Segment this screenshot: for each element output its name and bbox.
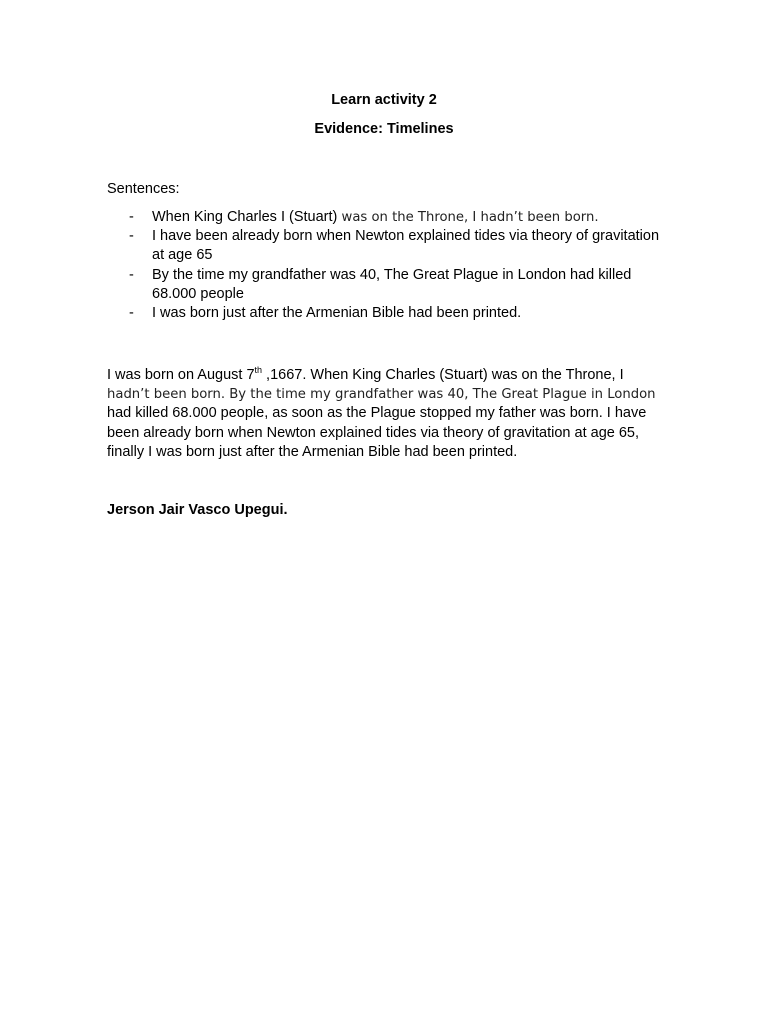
list-bullet: - bbox=[129, 228, 134, 245]
sentences-label: Sentences: bbox=[107, 181, 180, 197]
paragraph-text: ,1667. When King Charles (Stuart) was on the Throne, I bbox=[262, 367, 624, 383]
list-item bbox=[107, 227, 667, 265]
ordinal-superscript: th bbox=[254, 365, 263, 375]
sentence-text: I have been already born when Newton explained tides via theory of gravitation at age 65 bbox=[152, 228, 660, 264]
list-bullet: - bbox=[129, 209, 134, 225]
list-bullet: - bbox=[129, 266, 134, 283]
sentence-text: I was born just after the Armenian Bible had been printed. bbox=[152, 305, 522, 322]
document-subtitle: Evidence: Timelines bbox=[314, 121, 454, 137]
document-title: Learn activity 2 bbox=[331, 92, 437, 108]
sentence-text-alt-font: was on the Throne, I hadn’t been born. bbox=[337, 210, 599, 225]
list-bullet: - bbox=[129, 305, 134, 322]
author-signature: Jerson Jair Vasco Upegui. bbox=[107, 502, 288, 518]
list-item bbox=[107, 304, 667, 323]
list-item bbox=[107, 266, 667, 304]
paragraph-text: had killed 68.000 people, as soon as the Plague stopped my father was born. I have been already born when Newton explained tides via theory of gravitation at age 65, finally I was born just after the Armenian Bible had been printed. bbox=[107, 405, 647, 460]
list-item bbox=[107, 208, 667, 227]
sentences-list bbox=[107, 208, 667, 323]
paragraph-text: I was born on August 7 bbox=[107, 367, 255, 383]
sentence-text: By the time my grandfather was 40, The Great Plague in London had killed 68.000 people bbox=[152, 266, 632, 302]
paragraph-text-alt-font: hadn’t been born. By the time my grandfather was 40, The Great Plague in London bbox=[107, 387, 656, 403]
sentence-text: When King Charles I (Stuart) bbox=[152, 209, 338, 225]
body-paragraph bbox=[107, 366, 667, 462]
